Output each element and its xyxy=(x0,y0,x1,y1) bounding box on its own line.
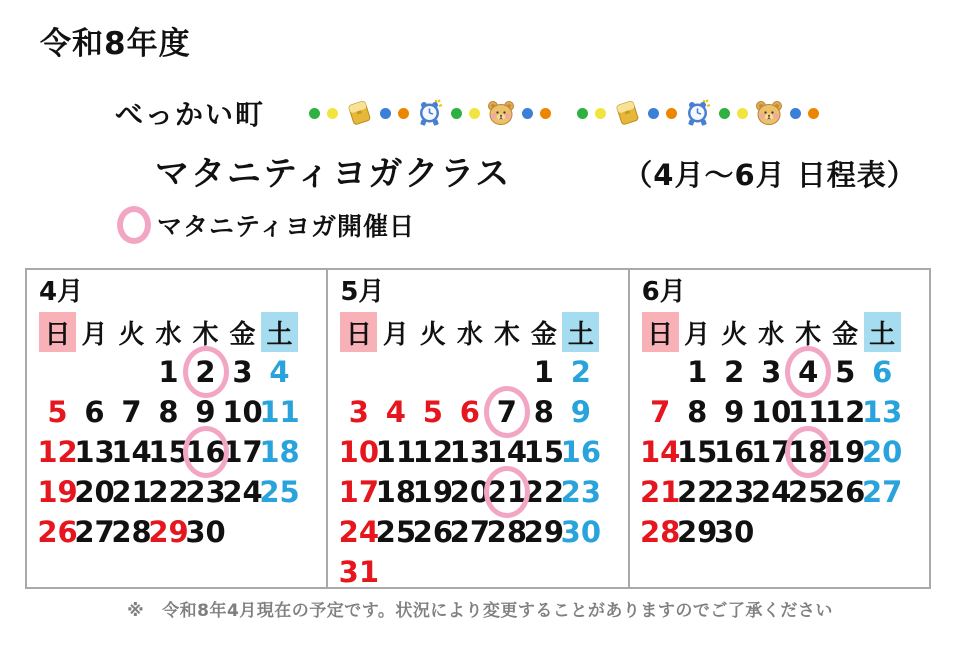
dot-green-icon xyxy=(577,108,588,119)
date-cell xyxy=(39,472,76,512)
date-cell xyxy=(861,392,903,432)
date-cell xyxy=(787,472,829,512)
date-number: 22 xyxy=(523,475,565,509)
date-cell xyxy=(560,512,602,552)
date-number: 12 xyxy=(824,395,866,429)
date-number: 25 xyxy=(259,475,300,509)
date-number: 22 xyxy=(676,475,718,509)
fiscal-year-title: 令和8年度 xyxy=(40,26,191,62)
date-number: 24 xyxy=(750,475,792,509)
alarm-clock-icon xyxy=(684,99,712,127)
dot-green-icon xyxy=(719,108,730,119)
weekday-header: 火 xyxy=(118,319,145,350)
dot-yellow-icon xyxy=(469,108,480,119)
date-cell xyxy=(39,432,76,472)
date-cell xyxy=(150,432,187,472)
date-number: 25 xyxy=(787,475,829,509)
date-cell xyxy=(486,512,528,552)
date-number: 26 xyxy=(412,515,454,549)
date-number: 20 xyxy=(74,475,115,509)
weekday-header: 木 xyxy=(493,319,520,350)
empty-cell xyxy=(488,352,525,392)
dot-blue-icon xyxy=(648,108,659,119)
dot-orange-icon xyxy=(540,108,551,119)
dot-yellow-icon xyxy=(327,108,338,119)
date-cell xyxy=(412,432,454,472)
date-number: 21 xyxy=(486,475,528,509)
date-number: 5 xyxy=(47,395,68,429)
date-cell xyxy=(375,472,417,512)
title-row xyxy=(155,146,917,195)
date-number: 17 xyxy=(338,475,380,509)
weekday-header: 金 xyxy=(832,319,859,350)
date-cell xyxy=(750,472,792,512)
date-number: 14 xyxy=(111,435,152,469)
date-cell xyxy=(39,512,76,552)
date-number: 15 xyxy=(523,435,565,469)
date-number: 19 xyxy=(824,435,866,469)
empty-cell xyxy=(451,552,488,592)
weekday-header: 金 xyxy=(530,319,557,350)
date-cell xyxy=(113,472,150,512)
month-label: 6月 xyxy=(641,277,686,307)
date-number: 24 xyxy=(222,475,263,509)
date-cell xyxy=(827,352,864,392)
date-cell xyxy=(824,432,866,472)
empty-cell xyxy=(414,552,451,592)
date-cell xyxy=(451,392,488,432)
date-number: 20 xyxy=(449,475,491,509)
weekday-header: 火 xyxy=(721,319,748,350)
date-number: 11 xyxy=(375,435,417,469)
date-cell xyxy=(486,472,528,512)
date-cell xyxy=(787,392,829,432)
date-cell xyxy=(375,432,417,472)
month-calendar-april xyxy=(27,270,326,587)
bear-icon xyxy=(487,99,515,127)
dot-green-icon xyxy=(309,108,320,119)
weekday-header: 木 xyxy=(192,319,219,350)
date-cell xyxy=(562,392,599,432)
date-cell xyxy=(560,472,602,512)
month-grid xyxy=(639,312,929,552)
empty-cell xyxy=(224,512,261,552)
date-cell xyxy=(523,512,565,552)
dot-yellow-icon xyxy=(737,108,748,119)
date-number: 9 xyxy=(570,395,591,429)
date-number: 18 xyxy=(259,435,300,469)
date-cell xyxy=(676,512,718,552)
date-number: 10 xyxy=(750,395,792,429)
weekday-header: 土 xyxy=(562,312,599,352)
legend xyxy=(117,206,415,244)
date-cell xyxy=(750,392,792,432)
date-cell xyxy=(864,352,901,392)
footnote xyxy=(0,596,960,621)
town-row xyxy=(115,93,819,133)
dot-orange-icon xyxy=(666,108,677,119)
date-cell xyxy=(76,392,113,432)
date-cell xyxy=(187,512,224,552)
date-cell xyxy=(486,432,528,472)
date-cell xyxy=(150,472,187,512)
date-cell xyxy=(377,392,414,432)
date-number: 30 xyxy=(185,515,226,549)
date-cell xyxy=(861,472,903,512)
date-number: 10 xyxy=(338,435,380,469)
decoration-group xyxy=(577,99,819,127)
footnote-mark: ※ xyxy=(127,601,145,621)
date-cell xyxy=(224,352,261,392)
date-number: 28 xyxy=(639,515,681,549)
date-cell xyxy=(224,392,261,432)
month-grid xyxy=(340,312,627,592)
date-cell xyxy=(261,352,298,392)
date-number: 14 xyxy=(639,435,681,469)
date-number: 16 xyxy=(560,435,602,469)
month-grid xyxy=(39,312,326,552)
date-cell xyxy=(560,432,602,472)
date-number: 1 xyxy=(533,355,554,389)
weekday-header: 火 xyxy=(419,319,446,350)
dot-orange-icon xyxy=(398,108,409,119)
weekday-header: 金 xyxy=(229,319,256,350)
date-cell xyxy=(338,552,380,592)
date-number: 3 xyxy=(761,355,782,389)
town-name: べっかい町 xyxy=(115,98,266,131)
date-cell xyxy=(261,432,298,472)
legend-label: マタニティヨガ開催日 xyxy=(157,212,416,241)
date-number: 16 xyxy=(713,435,755,469)
empty-cell xyxy=(790,512,827,552)
weekday-header: 月 xyxy=(81,319,108,350)
date-number: 16 xyxy=(185,435,226,469)
empty-cell xyxy=(39,352,76,392)
weekday-header: 日 xyxy=(340,312,377,352)
date-cell xyxy=(414,392,451,432)
month-label: 4月 xyxy=(39,277,84,307)
date-number: 5 xyxy=(835,355,856,389)
date-number: 9 xyxy=(195,395,216,429)
month-calendar-june xyxy=(628,270,929,587)
dot-blue-icon xyxy=(522,108,533,119)
date-number: 22 xyxy=(148,475,189,509)
date-number: 12 xyxy=(412,435,454,469)
date-number: 2 xyxy=(195,355,216,389)
date-number: 6 xyxy=(459,395,480,429)
date-cell xyxy=(338,432,380,472)
date-cell xyxy=(679,392,716,432)
date-number: 8 xyxy=(533,395,554,429)
weekday-header: 月 xyxy=(382,319,409,350)
date-number: 9 xyxy=(724,395,745,429)
date-number: 29 xyxy=(676,515,718,549)
empty-cell xyxy=(562,552,599,592)
date-cell xyxy=(861,432,903,472)
date-cell xyxy=(525,352,562,392)
date-cell xyxy=(261,392,298,432)
date-cell xyxy=(716,352,753,392)
date-cell xyxy=(713,512,755,552)
date-cell xyxy=(187,432,224,472)
weekday-header: 木 xyxy=(795,319,822,350)
date-number: 3 xyxy=(348,395,369,429)
date-number: 20 xyxy=(861,435,903,469)
date-number: 11 xyxy=(259,395,300,429)
date-cell xyxy=(39,392,76,432)
empty-cell xyxy=(864,512,901,552)
date-cell xyxy=(187,352,224,392)
date-number: 11 xyxy=(787,395,829,429)
date-cell xyxy=(639,432,681,472)
bear-icon xyxy=(755,99,783,127)
date-number: 31 xyxy=(338,555,380,589)
date-number: 13 xyxy=(74,435,115,469)
date-cell xyxy=(150,512,187,552)
date-number: 29 xyxy=(523,515,565,549)
date-number: 15 xyxy=(148,435,189,469)
date-cell xyxy=(412,472,454,512)
date-cell xyxy=(824,392,866,432)
date-cell xyxy=(716,392,753,432)
month-label: 5月 xyxy=(340,277,385,307)
empty-cell xyxy=(488,552,525,592)
date-cell xyxy=(449,512,491,552)
date-cell xyxy=(338,512,380,552)
weekday-header: 土 xyxy=(261,312,298,352)
date-number: 12 xyxy=(37,435,78,469)
date-number: 6 xyxy=(84,395,105,429)
class-title: マタニティヨガクラス xyxy=(155,154,512,194)
date-number: 2 xyxy=(570,355,591,389)
date-cell xyxy=(375,512,417,552)
empty-cell xyxy=(642,352,679,392)
date-cell xyxy=(642,392,679,432)
notebook-icon xyxy=(613,99,641,127)
date-cell xyxy=(488,392,525,432)
date-number: 6 xyxy=(872,355,893,389)
date-cell xyxy=(713,432,755,472)
date-number: 25 xyxy=(375,515,417,549)
date-number: 7 xyxy=(650,395,671,429)
date-cell xyxy=(713,472,755,512)
date-number: 26 xyxy=(37,515,78,549)
decoration-group xyxy=(309,99,551,127)
date-number: 26 xyxy=(824,475,866,509)
dot-orange-icon xyxy=(808,108,819,119)
date-cell xyxy=(224,472,261,512)
date-cell xyxy=(824,472,866,512)
date-number: 10 xyxy=(222,395,263,429)
date-cell xyxy=(412,512,454,552)
month-calendar-may xyxy=(326,270,627,587)
date-cell xyxy=(261,472,298,512)
date-number: 30 xyxy=(713,515,755,549)
date-cell xyxy=(639,472,681,512)
empty-cell xyxy=(261,512,298,552)
date-cell xyxy=(338,472,380,512)
date-number: 8 xyxy=(158,395,179,429)
date-number: 1 xyxy=(687,355,708,389)
date-number: 17 xyxy=(750,435,792,469)
date-number: 7 xyxy=(496,395,517,429)
yoga-day-circle-icon xyxy=(117,206,151,244)
date-cell xyxy=(750,432,792,472)
date-cell xyxy=(113,392,150,432)
decoration-strip xyxy=(309,99,819,127)
date-cell xyxy=(679,352,716,392)
date-number: 27 xyxy=(861,475,903,509)
date-number: 3 xyxy=(232,355,253,389)
date-number: 15 xyxy=(676,435,718,469)
weekday-header: 水 xyxy=(758,319,785,350)
date-number: 21 xyxy=(639,475,681,509)
date-cell xyxy=(224,432,261,472)
date-number: 28 xyxy=(486,515,528,549)
dot-blue-icon xyxy=(790,108,801,119)
date-number: 4 xyxy=(269,355,290,389)
weekday-header: 土 xyxy=(864,312,901,352)
date-cell xyxy=(449,472,491,512)
date-number: 23 xyxy=(560,475,602,509)
date-number: 2 xyxy=(724,355,745,389)
date-cell xyxy=(150,392,187,432)
date-number: 30 xyxy=(560,515,602,549)
empty-cell xyxy=(340,352,377,392)
date-cell xyxy=(113,432,150,472)
date-number: 4 xyxy=(385,395,406,429)
date-number: 13 xyxy=(449,435,491,469)
date-cell xyxy=(187,392,224,432)
date-cell xyxy=(753,352,790,392)
weekday-header: 水 xyxy=(155,319,182,350)
weekday-header: 月 xyxy=(684,319,711,350)
date-number: 7 xyxy=(121,395,142,429)
date-cell xyxy=(787,432,829,472)
empty-cell xyxy=(414,352,451,392)
date-cell xyxy=(676,472,718,512)
weekday-header: 日 xyxy=(642,312,679,352)
dot-blue-icon xyxy=(380,108,391,119)
date-number: 28 xyxy=(111,515,152,549)
date-number: 27 xyxy=(449,515,491,549)
empty-cell xyxy=(377,552,414,592)
notebook-icon xyxy=(345,99,373,127)
date-number: 8 xyxy=(687,395,708,429)
date-number: 23 xyxy=(185,475,226,509)
date-cell xyxy=(525,392,562,432)
schedule-range: （4月～6月 日程表） xyxy=(623,158,917,192)
date-number: 14 xyxy=(486,435,528,469)
footnote-text: 令和8年4月現在の予定です。状況により変更することがありますのでご了承ください xyxy=(162,601,833,621)
date-number: 24 xyxy=(338,515,380,549)
empty-cell xyxy=(753,512,790,552)
date-cell xyxy=(676,432,718,472)
date-number: 23 xyxy=(713,475,755,509)
date-cell xyxy=(523,472,565,512)
date-number: 13 xyxy=(861,395,903,429)
date-cell xyxy=(790,352,827,392)
weekday-header: 日 xyxy=(39,312,76,352)
empty-cell xyxy=(113,352,150,392)
empty-cell xyxy=(827,512,864,552)
dot-green-icon xyxy=(451,108,462,119)
empty-cell xyxy=(525,552,562,592)
date-cell xyxy=(76,432,113,472)
date-cell xyxy=(187,472,224,512)
date-cell xyxy=(449,432,491,472)
date-number: 21 xyxy=(111,475,152,509)
date-cell xyxy=(113,512,150,552)
date-number: 19 xyxy=(37,475,78,509)
date-cell xyxy=(523,432,565,472)
alarm-clock-icon xyxy=(416,99,444,127)
empty-cell xyxy=(76,352,113,392)
date-number: 17 xyxy=(222,435,263,469)
date-cell xyxy=(76,472,113,512)
date-number: 18 xyxy=(787,435,829,469)
date-number: 27 xyxy=(74,515,115,549)
calendar-panel xyxy=(25,268,931,589)
date-cell xyxy=(562,352,599,392)
date-number: 5 xyxy=(422,395,443,429)
date-cell xyxy=(340,392,377,432)
date-number: 18 xyxy=(375,475,417,509)
date-number: 4 xyxy=(798,355,819,389)
empty-cell xyxy=(377,352,414,392)
date-number: 19 xyxy=(412,475,454,509)
date-cell xyxy=(639,512,681,552)
empty-cell xyxy=(451,352,488,392)
weekday-header: 水 xyxy=(456,319,483,350)
date-cell xyxy=(76,512,113,552)
dot-yellow-icon xyxy=(595,108,606,119)
date-number: 29 xyxy=(148,515,189,549)
date-cell xyxy=(150,352,187,392)
date-number: 1 xyxy=(158,355,179,389)
